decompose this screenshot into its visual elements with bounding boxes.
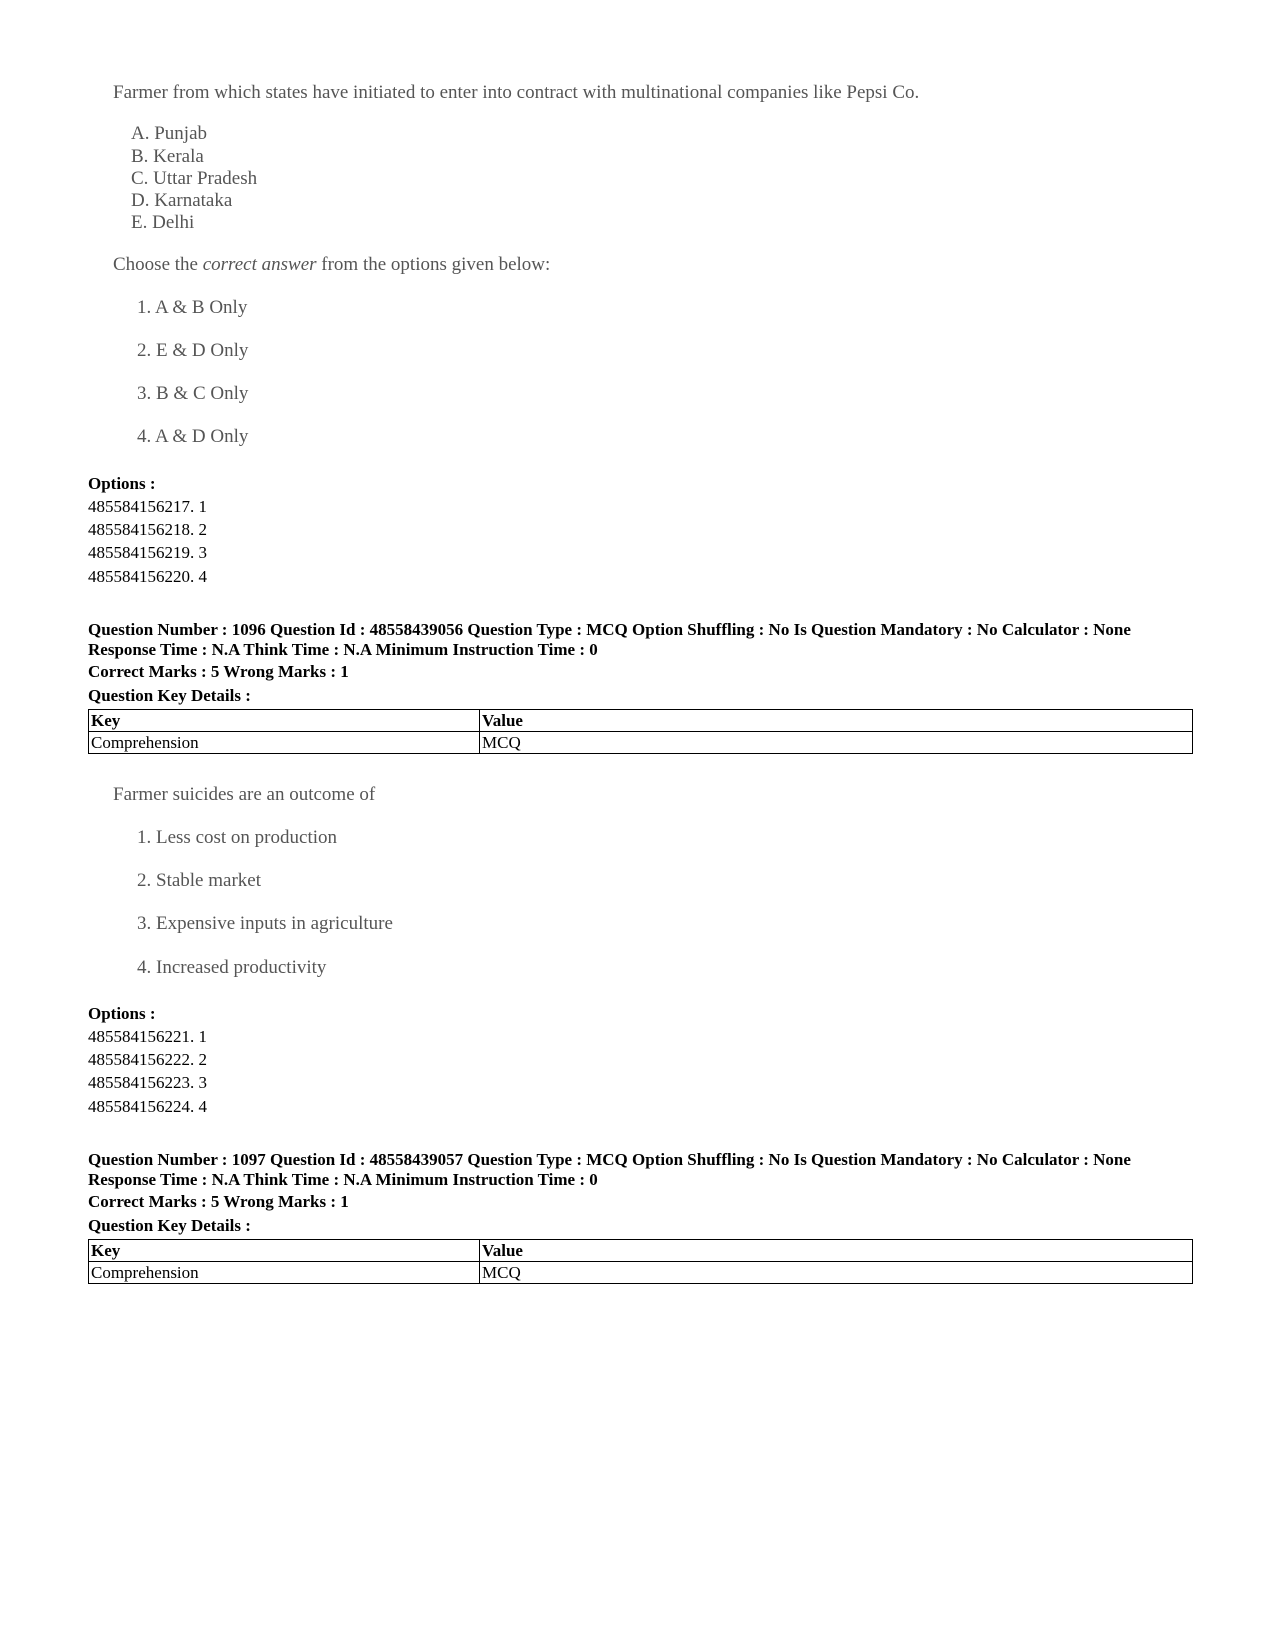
question-stem: Farmer suicides are an outcome of (113, 784, 376, 805)
option-id: 485584156219. 3 (88, 543, 207, 562)
question-key-table (88, 1239, 1193, 1284)
option-id: 485584156222. 2 (88, 1050, 207, 1069)
question-marks: Correct Marks : 5 Wrong Marks : 1 (88, 662, 349, 681)
options-label: Options : (88, 474, 156, 493)
choice-3: 3. B & C Only (137, 383, 249, 404)
table-header-key: Key (89, 1240, 480, 1262)
table-header-row (89, 1240, 1193, 1262)
statement-a: A. Punjab (131, 123, 207, 144)
instruction-italic: correct answer (202, 254, 317, 275)
question-key-details-label: Question Key Details : (88, 1216, 251, 1235)
choice-4: 4. A & D Only (137, 426, 249, 447)
option-id: 485584156221. 1 (88, 1027, 207, 1046)
table-header-row (89, 710, 1193, 732)
question-meta-line-2: Response Time : N.A Think Time : N.A Minimum Instruction Time : 0 (88, 1170, 598, 1189)
option-id: 485584156217. 1 (88, 497, 207, 516)
instruction-text (113, 254, 550, 276)
question-meta-line-1: Question Number : 1097 Question Id : 48558439057 Question Type : MCQ Option Shuffling : No Is Question Mandatory : No Calculator : None (88, 1150, 1131, 1169)
option-id: 485584156218. 2 (88, 520, 207, 539)
option-id: 485584156223. 3 (88, 1073, 207, 1092)
question-key-details-label: Question Key Details : (88, 686, 251, 705)
choice-2: 2. E & D Only (137, 340, 249, 361)
table-cell-key: Comprehension (89, 1262, 480, 1284)
question-meta-line-2: Response Time : N.A Think Time : N.A Minimum Instruction Time : 0 (88, 640, 598, 659)
table-header-value: Value (480, 710, 1193, 732)
table-header-key: Key (89, 710, 480, 732)
choice-3: 3. Expensive inputs in agriculture (137, 913, 393, 934)
table-cell-value: MCQ (480, 732, 1193, 754)
question-key-table (88, 709, 1193, 754)
question-meta-1096 (88, 620, 1198, 660)
statement-e: E. Delhi (131, 212, 195, 233)
question-stem: Farmer from which states have initiated to enter into contract with multinational companies like Pepsi Co. (113, 82, 920, 103)
table-cell-value: MCQ (480, 1262, 1193, 1284)
options-label: Options : (88, 1004, 156, 1023)
choice-1: 1. A & B Only (137, 297, 248, 318)
choice-4: 4. Increased productivity (137, 957, 327, 978)
statement-c: C. Uttar Pradesh (131, 168, 258, 189)
table-cell-key: Comprehension (89, 732, 480, 754)
question-marks: Correct Marks : 5 Wrong Marks : 1 (88, 1192, 349, 1211)
instruction-pre: Choose the (113, 254, 203, 275)
table-row (89, 732, 1193, 754)
statement-d: D. Karnataka (131, 190, 233, 211)
option-id: 485584156220. 4 (88, 567, 207, 586)
question-meta-line-1: Question Number : 1096 Question Id : 48558439056 Question Type : MCQ Option Shuffling : No Is Question Mandatory : No Calculator : None (88, 620, 1131, 639)
choice-1: 1. Less cost on production (137, 827, 338, 848)
option-id: 485584156224. 4 (88, 1097, 207, 1116)
instruction-post: from the options given below: (316, 254, 551, 275)
statement-b: B. Kerala (131, 146, 204, 167)
table-header-value: Value (480, 1240, 1193, 1262)
question-meta-1097 (88, 1150, 1198, 1190)
choice-2: 2. Stable market (137, 870, 261, 891)
table-row (89, 1262, 1193, 1284)
